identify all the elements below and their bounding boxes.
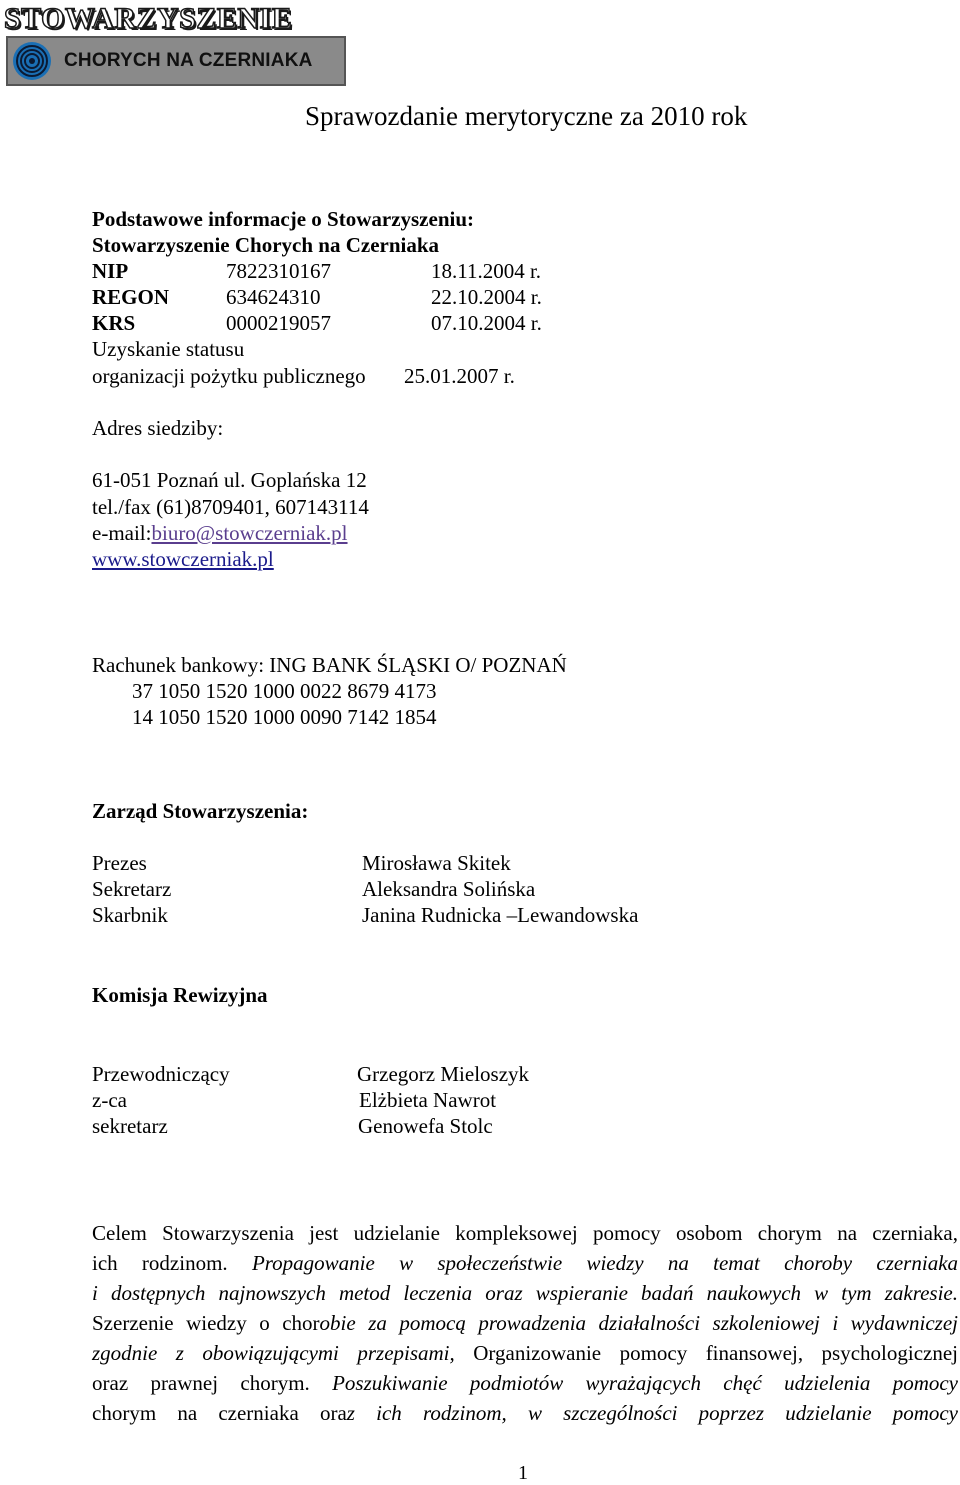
bank-account-2: 14 1050 1520 1000 0090 7142 1854 [132,705,437,729]
status-label-line1: Uzyskanie statusu [92,337,245,361]
logo-title: STOWARZYSZENIE [4,2,293,35]
address-phone: tel./fax (61)8709401, 607143114 [92,495,369,519]
purpose-fragment: Propagowanie w społeczeństwie wiedzy na temat choroby czerniaka [227,1251,959,1275]
board-name: Mirosława Skitek [362,851,511,875]
page-number: 1 [518,1462,528,1484]
purpose-fragment: i dostępnych najnowszych metod leczenia oraz wspieranie badań naukowych w tym zakresie. [92,1281,958,1305]
email-link[interactable]: biuro@stowczerniak.pl [151,521,348,545]
email-prefix: e-mail: [92,521,152,545]
regon-number: 634624310 [226,285,321,309]
purpose-fragment: Organizowanie pomocy finansowej, psychologicznej [454,1341,958,1365]
purpose-line [92,1398,958,1428]
krs-label: KRS [92,311,136,335]
bank-account-1: 37 1050 1520 1000 0022 8679 4173 [132,679,437,703]
audit-role: z-ca [92,1088,127,1112]
audit-heading: Komisja Rewizyjna [92,983,268,1007]
board-name: Janina Rudnicka –Lewandowska [362,903,639,927]
audit-role: Przewodniczący [92,1062,230,1086]
board-heading: Zarząd Stowarzyszenia: [92,799,309,823]
purpose-fragment: obie za pomocą prowadzenia działalności szkoleniowej i wydawniczej [319,1311,958,1335]
purpose-fragment: zgodnie z obowiązującymi przepisami, [92,1341,455,1365]
purpose-fragment: oraz prawnej chorym. [92,1371,310,1395]
nip-label: NIP [92,259,129,283]
purpose-line [92,1338,958,1368]
document-title: Sprawozdanie merytoryczne za 2010 rok [305,101,748,131]
krs-date: 07.10.2004 r. [431,311,542,335]
board-role: Prezes [92,851,147,875]
bank-line: Rachunek bankowy: ING BANK ŚLĄSKI O/ POZNAŃ [92,653,567,677]
logo-subtitle: CHORYCH NA CZERNIAKA [64,50,313,71]
purpose-fragment: Szerzenie wiedzy o chor [92,1311,320,1335]
purpose-line [92,1278,958,1308]
purpose-line [92,1308,958,1338]
status-date: 25.01.2007 r. [404,364,515,388]
nip-date: 18.11.2004 r. [431,259,542,283]
purpose-fragment: ich rodzinom. [92,1251,228,1275]
board-role: Skarbnik [92,903,168,927]
audit-role: sekretarz [92,1114,168,1138]
audit-name: Genowefa Stolc [358,1114,493,1138]
status-label-line2: organizacji pożytku publicznego [92,364,366,388]
org-name: Stowarzyszenie Chorych na Czerniaka [92,233,440,257]
purpose-line: Celem Stowarzyszenia jest udzielanie kompleksowej pomocy osobom chorym na czerniaka, [92,1221,958,1245]
purpose-line [92,1368,958,1398]
website-link[interactable]: www.stowczerniak.pl [92,547,274,571]
address-email-line [92,520,348,546]
purpose-line [92,1248,958,1278]
regon-label: REGON [92,285,170,309]
purpose-fragment: z ich rodzinom, w szczególności poprzez udzielanie pomocy [346,1401,959,1425]
logo-band [6,36,346,86]
audit-name: Elżbieta Nawrot [359,1088,497,1112]
board-role: Sekretarz [92,877,172,901]
logo-spiral-icon [12,41,52,81]
krs-number: 0000219057 [226,311,331,335]
audit-name: Grzegorz Mieloszyk [357,1062,530,1086]
purpose-fragment: Poszukiwanie podmiotów wyrażających chęć udzielenia pomocy [309,1371,958,1395]
purpose-fragment: chorym na czerniaka ora [92,1401,347,1425]
organization-logo [4,4,348,88]
address-heading: Adres siedziby: [92,416,224,440]
nip-number: 7822310167 [226,259,331,283]
website-line [92,546,274,572]
address-street: 61-051 Poznań ul. Goplańska 12 [92,468,367,492]
regon-date: 22.10.2004 r. [431,285,542,309]
basic-info-heading: Podstawowe informacje o Stowarzyszeniu: [92,207,475,231]
board-name: Aleksandra Solińska [362,877,536,901]
